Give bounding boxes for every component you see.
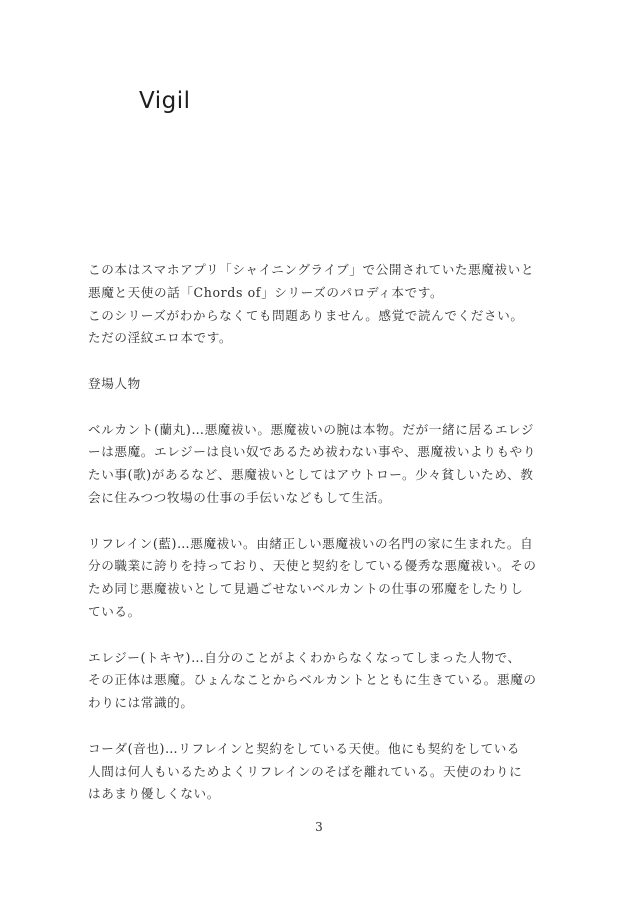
page-title: Vigil <box>139 88 191 114</box>
text-line: ている。 <box>88 603 141 619</box>
character-paragraph-coda <box>88 738 548 806</box>
text-line: このシリーズがわからなくても問題ありません。感覚で読んでください。 <box>88 307 524 323</box>
text-line: 人間は何人もいるためよくリフレインのそばを離れている。天使のわりに <box>88 763 523 779</box>
text-line: ーは悪魔。エレジーは良い奴であるため祓わない事や、悪魔祓いよりもやり <box>88 444 537 460</box>
text-line: その正体は悪魔。ひょんなことからベルカントとともに生きている。悪魔の <box>88 672 537 688</box>
text-line: 悪魔と天使の話「Chords of」シリーズのパロディ本です。 <box>88 284 444 300</box>
text-line: 会に住みつつ牧場の仕事の手伝いなどもして生活。 <box>88 489 392 505</box>
text-line: エレジー(トキヤ)…自分のことがよくわからなくなってしまった人物で、 <box>88 649 521 665</box>
text-line: コーダ(音也)…リフレインと契約をしている天使。他にも契約をしている <box>88 740 521 756</box>
text-line: ベルカント(蘭丸)…悪魔祓い。悪魔祓いの腕は本物。だが一緒に居るエレジ <box>88 421 535 437</box>
character-paragraph-refrain <box>88 533 548 624</box>
character-paragraph-elegy <box>88 647 548 715</box>
text-line: はあまり優しくない。 <box>88 786 220 802</box>
text-line: ただの淫紋エロ本です。 <box>88 330 233 346</box>
text-line: たい事(歌)があるなど、悪魔祓いとしてはアウトロー。少々貧しいため、教 <box>88 467 534 483</box>
body-text <box>88 259 548 806</box>
intro-paragraph <box>88 259 548 350</box>
text-line: わりには常識的。 <box>88 695 194 711</box>
text-line: ため同じ悪魔祓いとして見過ごせないベルカントの仕事の邪魔をしたりし <box>88 581 524 597</box>
text-line: この本はスマホアプリ「シャイニングライブ」で公開されていた悪魔祓いと <box>88 262 535 277</box>
text-line: 分の職業に誇りを持っており、天使と契約をしている優秀な悪魔祓い。その <box>88 558 537 574</box>
section-heading <box>88 373 548 396</box>
character-paragraph-belcanto <box>88 419 548 510</box>
page-number: 3 <box>315 820 323 834</box>
section-heading-text: 登場人物 <box>88 375 141 391</box>
text-line: リフレイン(藍)…悪魔祓い。由緒正しい悪魔祓いの名門の家に生まれた。自 <box>88 535 534 551</box>
